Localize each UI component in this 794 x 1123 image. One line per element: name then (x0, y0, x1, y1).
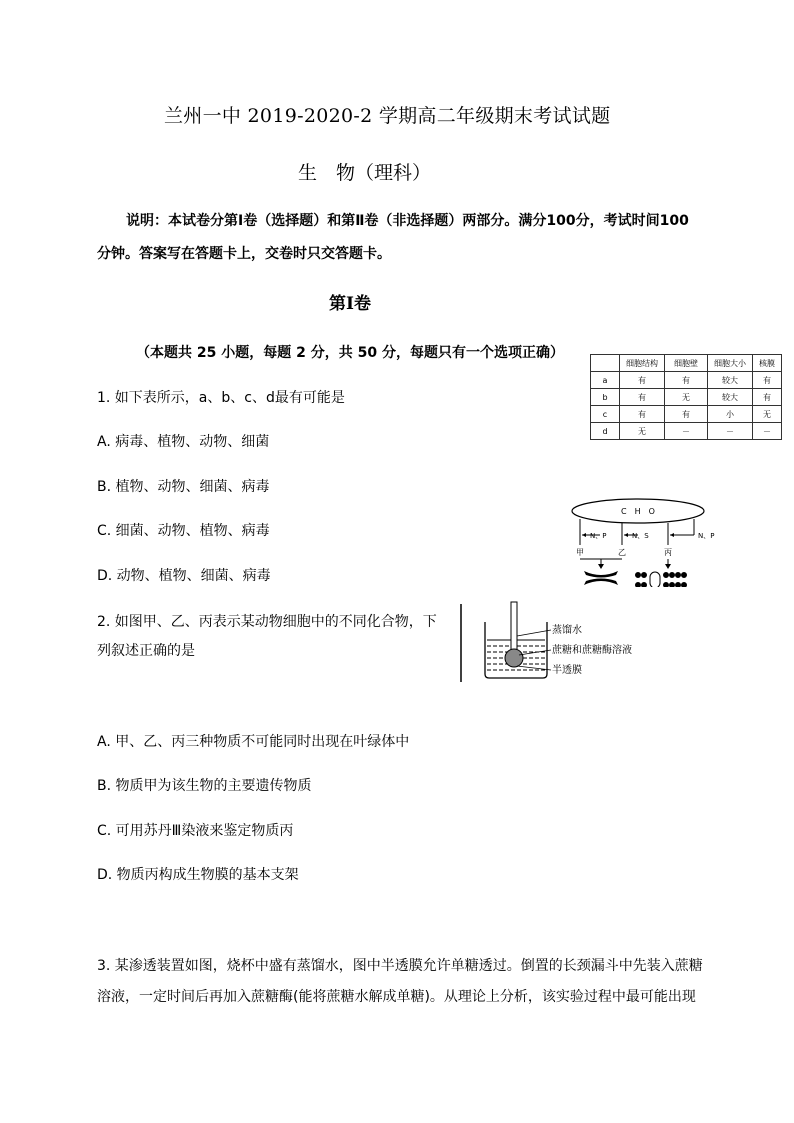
question-3-line2: 溶液，一定时间后再加入蔗糖酶(能将蔗糖水解成单糖)。从理论上分析，该实验过程中最可能出现 (97, 989, 696, 1005)
question-1-option-b: B. 植物、动物、细菌、病毒 (97, 479, 270, 495)
table-cell: b (591, 389, 620, 406)
table-cell: 无 (753, 406, 782, 423)
table-row (591, 389, 782, 406)
table-cell: 有 (753, 372, 782, 389)
table-header-row (591, 355, 782, 372)
question-2-option-b: B. 物质甲为该生物的主要遗传物质 (97, 778, 312, 794)
question-1-option-a: A. 病毒、植物、动物、细菌 (97, 434, 270, 450)
question-2-option-c: C. 可用苏丹Ⅲ染液来鉴定物质丙 (97, 823, 294, 839)
question-1-option-d: D. 动物、植物、细菌、病毒 (97, 568, 271, 584)
osmosis-apparatus-diagram (457, 600, 657, 690)
question-2-option-d: D. 物质丙构成生物膜的基本支架 (97, 867, 299, 883)
subject-title: 生 物（理科） (298, 162, 432, 184)
table-cell: 较大 (708, 372, 753, 389)
question-2-stem-line1: 2. 如图甲、乙、丙表示某动物细胞中的不同化合物，下 (97, 614, 437, 630)
table-cell: 有 (753, 389, 782, 406)
label-np-left: N、P (590, 532, 607, 540)
label-distilled-water: 蒸馏水 (552, 625, 582, 636)
table-cell: 无 (665, 389, 708, 406)
table-cell: 有 (620, 372, 665, 389)
label-sucrose-solution: 蔗糖和蔗糖酶溶液 (552, 645, 632, 656)
section-title: 第Ⅰ卷 (329, 294, 371, 314)
table-cell: － (665, 423, 708, 440)
table-header-cell: 核膜 (753, 355, 782, 372)
section-instructions: （本题共 25 小题，每题 2 分，共 50 分，每题只有一个选项正确） (136, 345, 564, 361)
table-cell: 有 (620, 389, 665, 406)
cell-structure-table (590, 354, 782, 440)
exam-note-line2: 分钟。答案写在答题卡上，交卷时只交答题卡。 (97, 246, 391, 262)
question-1-stem: 1. 如下表所示，a、b、c、d最有可能是 (97, 390, 345, 406)
table-row (591, 423, 782, 440)
table-cell: 小 (708, 406, 753, 423)
label-np-right: N、P (698, 532, 715, 540)
table-cell: 有 (665, 406, 708, 423)
table-cell: 有 (665, 372, 708, 389)
table-cell: 无 (620, 423, 665, 440)
ellipse-label: C H O (621, 507, 655, 516)
exam-title: 兰州一中 2019-2020-2 学期高二年级期末考试试题 (164, 105, 611, 127)
exam-note-line1: 说明：本试卷分第Ⅰ卷（选择题）和第Ⅱ卷（非选择题）两部分。满分100分，考试时间100 (126, 213, 689, 229)
label-bing: 丙 (664, 548, 672, 557)
table-cell: c (591, 406, 620, 423)
table-header-cell: 细胞壁 (665, 355, 708, 372)
table-row (591, 372, 782, 389)
table-cell: d (591, 423, 620, 440)
question-2-option-a: A. 甲、乙、丙三种物质不可能同时出现在叶绿体中 (97, 734, 410, 750)
table-cell: 较大 (708, 389, 753, 406)
compound-diagram (566, 497, 726, 591)
table-cell: － (753, 423, 782, 440)
label-jia: 甲 (576, 548, 584, 557)
question-1-option-c: C. 细菌、动物、植物、病毒 (97, 523, 270, 539)
question-2-stem-line2: 列叙述正确的是 (97, 643, 195, 659)
table-cell: － (708, 423, 753, 440)
table-row (591, 406, 782, 423)
question-3-line1: 3. 某渗透装置如图，烧杯中盛有蒸馏水，图中半透膜允许单糖透过。倒置的长颈漏斗中先装入蔗糖 (97, 958, 703, 974)
table-header-cell: 细胞大小 (708, 355, 753, 372)
table-header-cell: 细胞结构 (620, 355, 665, 372)
label-yi: 乙 (618, 548, 626, 557)
label-semipermeable-membrane: 半透膜 (552, 665, 582, 676)
label-ns: N、S (632, 532, 649, 540)
table-cell: 有 (620, 406, 665, 423)
table-header-cell (591, 355, 620, 372)
table-cell: a (591, 372, 620, 389)
